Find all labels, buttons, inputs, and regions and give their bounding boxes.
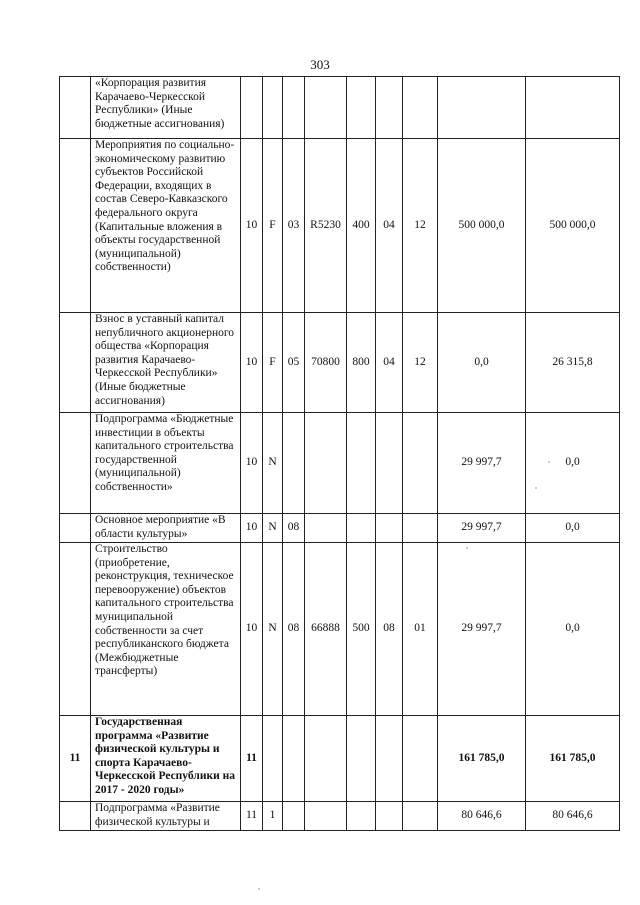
code-col-4	[305, 77, 347, 139]
code-col-4	[305, 802, 347, 831]
amount-col-1: 29 997,7	[438, 413, 526, 514]
code-col-6: 04	[376, 139, 403, 313]
code-col-1: 11	[241, 716, 263, 802]
code-col-5: 400	[347, 139, 376, 313]
row-number	[60, 514, 91, 543]
scan-speck	[535, 487, 537, 489]
code-col-3	[283, 413, 305, 514]
code-col-2: N	[263, 543, 283, 716]
amount-col-2: 0,0	[526, 543, 620, 716]
amount-col-2: 80 646,6	[526, 802, 620, 831]
code-col-2: N	[263, 514, 283, 543]
code-col-2: F	[263, 139, 283, 313]
table-row	[60, 77, 620, 139]
code-col-1: 10	[241, 514, 263, 543]
amount-col-2: 161 785,0	[526, 716, 620, 802]
amount-col-1: 80 646,6	[438, 802, 526, 831]
code-col-3: 08	[283, 543, 305, 716]
row-number	[60, 139, 91, 313]
amount-col-2: 0,0	[526, 413, 620, 514]
budget-table	[59, 76, 620, 831]
code-col-1: 11	[241, 802, 263, 831]
scan-speck	[466, 547, 468, 549]
amount-col-1	[438, 77, 526, 139]
code-col-2: 1	[263, 802, 283, 831]
code-col-7: 12	[403, 313, 438, 413]
table-row	[60, 802, 620, 831]
row-number	[60, 802, 91, 831]
code-col-2	[263, 716, 283, 802]
code-col-6	[376, 802, 403, 831]
code-col-6	[376, 514, 403, 543]
amount-col-2	[526, 77, 620, 139]
code-col-6: 04	[376, 313, 403, 413]
table-row	[60, 716, 620, 802]
code-col-1: 10	[241, 413, 263, 514]
row-name: Строительство (приобретение, реконструкция, техническое перевооружение) объектов капитального строительства муниципальной собственности за счет республиканского бюджета (Межбюджетные трансферты)	[91, 543, 241, 716]
code-col-5	[347, 77, 376, 139]
row-name: Основное мероприятие «В области культуры»	[91, 514, 241, 543]
page-number: 303	[310, 57, 330, 72]
code-col-5: 800	[347, 313, 376, 413]
code-col-2: N	[263, 413, 283, 514]
code-col-4	[305, 413, 347, 514]
code-col-2	[263, 77, 283, 139]
code-col-6	[376, 77, 403, 139]
code-col-1: 10	[241, 139, 263, 313]
row-name: Подпрограмма «Развитие физической культуры и	[91, 802, 241, 831]
code-col-6	[376, 413, 403, 514]
scan-speck	[258, 888, 260, 890]
code-col-7: 12	[403, 139, 438, 313]
code-col-2: F	[263, 313, 283, 413]
row-number	[60, 543, 91, 716]
code-col-3: 03	[283, 139, 305, 313]
code-col-3: 05	[283, 313, 305, 413]
table-row	[60, 313, 620, 413]
code-col-7	[403, 77, 438, 139]
code-col-1	[241, 77, 263, 139]
scan-speck	[548, 461, 550, 463]
code-col-3	[283, 802, 305, 831]
row-name: Мероприятия по социально-экономическому развитию субъектов Российской Федерации, входящих в состав Северо-Кавказского федерального округа (Капитальные вложения в объекты государственной (муниципальной) собственности)	[91, 139, 241, 313]
code-col-7	[403, 413, 438, 514]
code-col-7	[403, 514, 438, 543]
code-col-3	[283, 716, 305, 802]
amount-col-1: 29 997,7	[438, 514, 526, 543]
amount-col-1: 29 997,7	[438, 543, 526, 716]
code-col-4: 70800	[305, 313, 347, 413]
row-name: «Корпорация развития Карачаево-Черкесской Республики» (Иные бюджетные ассигнования)	[91, 77, 241, 139]
code-col-7	[403, 716, 438, 802]
table-row	[60, 413, 620, 514]
table-row	[60, 139, 620, 313]
row-name: Взнос в уставный капитал непубличного акционерного общества «Корпорация развития Карачаево-Черкесской Республики» (Иные бюджетные ассигнования)	[91, 313, 241, 413]
code-col-3	[283, 77, 305, 139]
code-col-5: 500	[347, 543, 376, 716]
code-col-5	[347, 413, 376, 514]
amount-col-2: 0,0	[526, 514, 620, 543]
amount-col-2: 26 315,8	[526, 313, 620, 413]
code-col-7	[403, 802, 438, 831]
code-col-4	[305, 514, 347, 543]
code-col-5	[347, 802, 376, 831]
row-number	[60, 313, 91, 413]
row-name: Подпрограмма «Бюджетные инвестиции в объекты капитального строительства государственной (муниципальной) собственности»	[91, 413, 241, 514]
code-col-7: 01	[403, 543, 438, 716]
code-col-5	[347, 716, 376, 802]
row-number	[60, 77, 91, 139]
row-name: Государственная программа «Развитие физической культуры и спорта Карачаево-Черкесской Республики на 2017 - 2020 годы»	[91, 716, 241, 802]
amount-col-1: 161 785,0	[438, 716, 526, 802]
amount-col-1: 500 000,0	[438, 139, 526, 313]
row-number	[60, 413, 91, 514]
code-col-6	[376, 716, 403, 802]
row-number: 11	[60, 716, 91, 802]
code-col-6: 08	[376, 543, 403, 716]
code-col-1: 10	[241, 313, 263, 413]
code-col-4: 66888	[305, 543, 347, 716]
table-row	[60, 543, 620, 716]
table-row	[60, 514, 620, 543]
amount-col-2: 500 000,0	[526, 139, 620, 313]
code-col-4	[305, 716, 347, 802]
code-col-3: 08	[283, 514, 305, 543]
code-col-4: R5230	[305, 139, 347, 313]
amount-col-1: 0,0	[438, 313, 526, 413]
code-col-5	[347, 514, 376, 543]
code-col-1: 10	[241, 543, 263, 716]
